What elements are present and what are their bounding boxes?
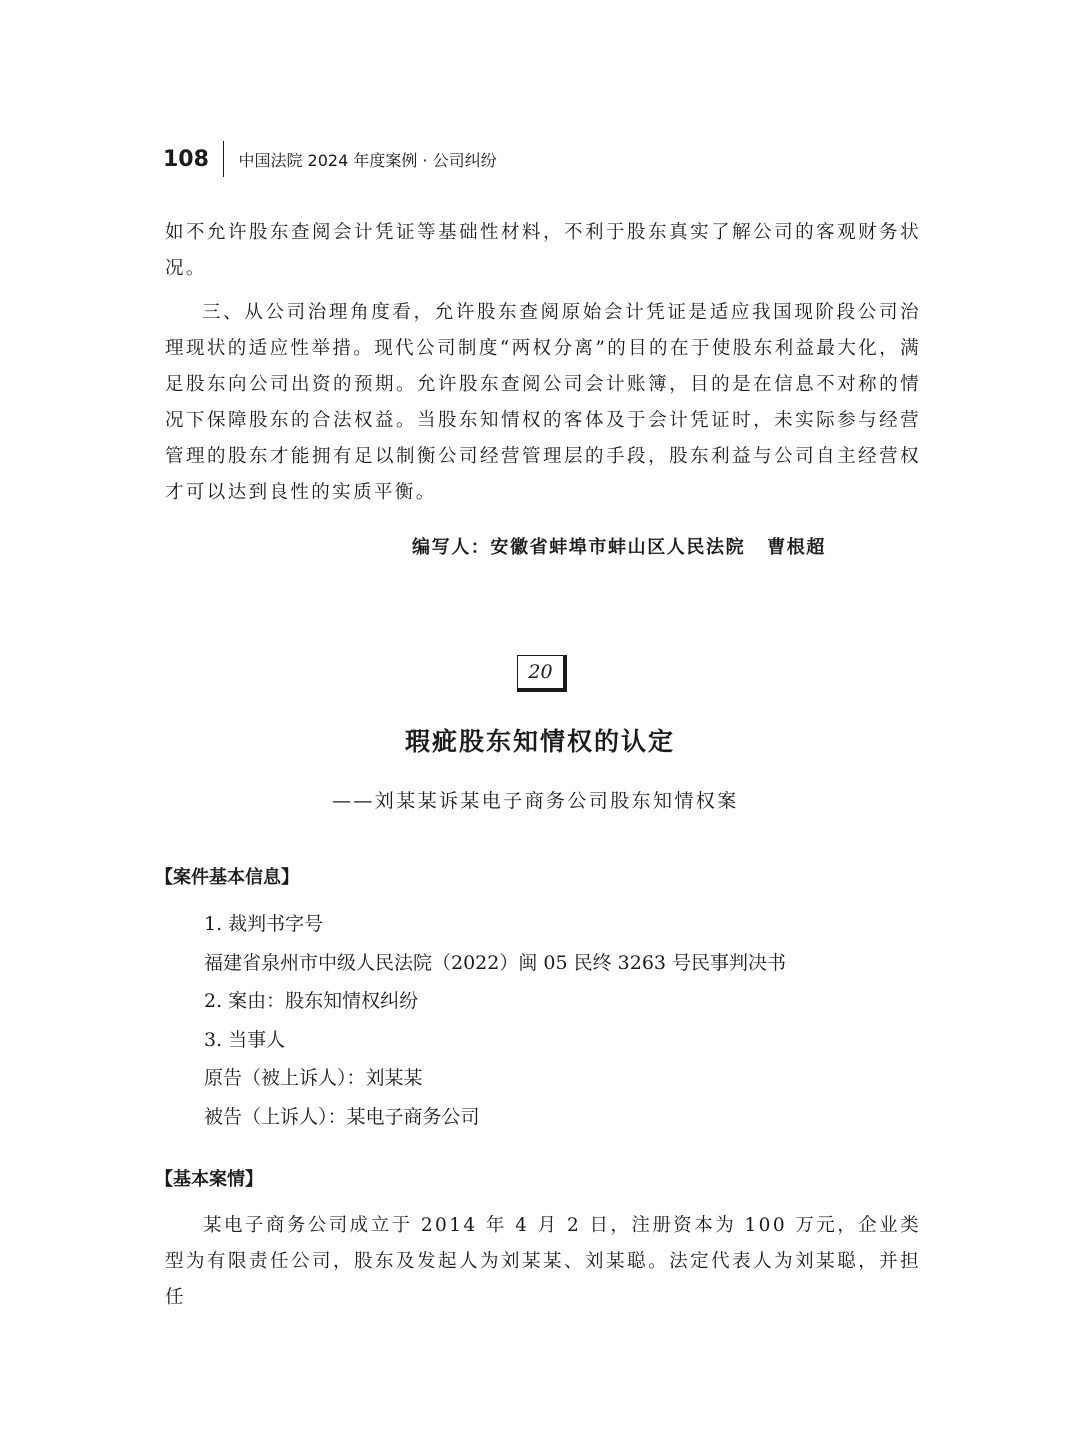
running-title: 中国法院 2024 年度案例 · 公司纠纷: [238, 150, 497, 170]
author-label: 编写人：安徽省蚌埠市蚌山区人民法院: [412, 537, 746, 558]
section-heading-basic-info: 【案件基本信息】: [155, 867, 299, 888]
page-header: [163, 140, 497, 178]
list-item: 福建省泉州市中级人民法院（2022）闽 05 民终 3263 号民事判决书: [204, 951, 787, 974]
list-item: 1. 裁判书字号: [204, 913, 324, 935]
case-subtitle: ——刘某某诉某电子商务公司股东知情权案: [332, 790, 739, 812]
case-title: 瑕疵股东知情权的认定: [404, 727, 675, 756]
body-paragraph-2: 三、从公司治理角度看，允许股东查阅原始会计凭证是适应我国现阶段公司治理现状的适应性举措。现代公司制度“两权分离”的目的在于使股东利益最大化，满足股东向公司出资的预期。允许股东查阅公司会计账簿，目的是在信息不对称的情况下保障股东的合法权益。当股东知情权的客体及于会计凭证时，未实际参与经营管理的股东才能拥有足以制衡公司经营管理层的手段，股东利益与公司自主经营权才可以达到良性的实质平衡。: [165, 302, 921, 503]
case-facts-paragraph: 某电子商务公司成立于 2014 年 4 月 2 日，注册资本为 100 万元，企业类型为有限责任公司，股东及发起人为刘某某、刘某聪。法定代表人为刘某聪，并担任: [165, 1215, 921, 1308]
header-divider: [223, 141, 225, 177]
list-item: 2. 案由：股东知情权纠纷: [204, 990, 419, 1012]
author-line: [412, 530, 882, 566]
page-number: 108: [163, 146, 209, 172]
basic-info-list: [204, 905, 786, 1136]
body-paragraph-1: 如不允许股东查阅会计凭证等基础性材料，不利于股东真实了解公司的客观财务状况。: [165, 222, 921, 279]
list-item: 被告（上诉人）：某电子商务公司: [204, 1105, 480, 1128]
list-item: 原告（被上诉人）：刘某某: [204, 1067, 423, 1089]
case-number-box: 20: [517, 655, 567, 692]
list-item: 3. 当事人: [204, 1028, 286, 1051]
section-heading-case-facts: 【基本案情】: [155, 1169, 263, 1190]
author-name: 曹根超: [767, 537, 827, 558]
